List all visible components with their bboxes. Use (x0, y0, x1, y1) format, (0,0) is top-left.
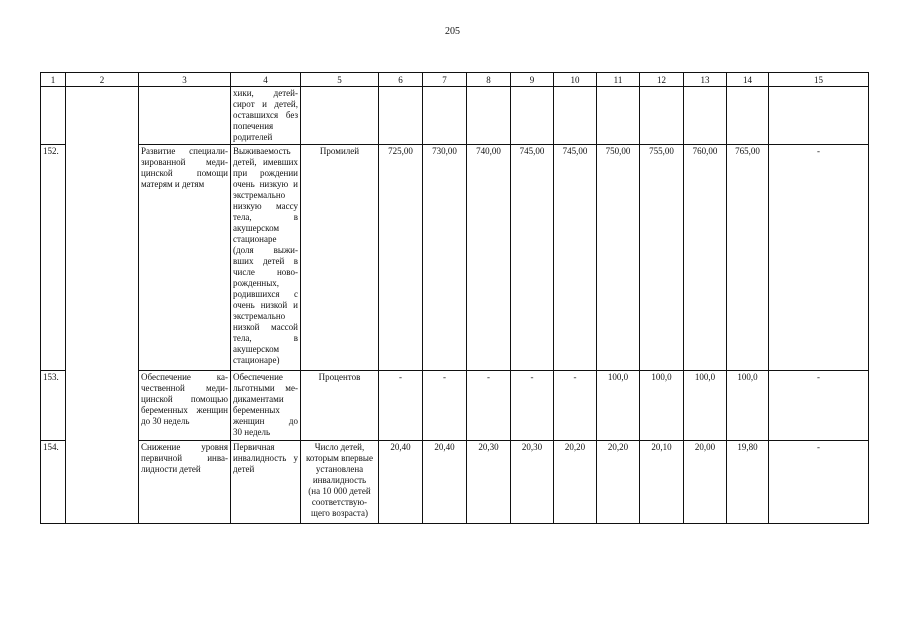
value-cell: 100,0 (597, 371, 640, 441)
text-line: женщин до (233, 416, 298, 426)
text-line: очень низкую и (233, 179, 298, 189)
text-line: детей, имевших (233, 157, 298, 167)
empty-cell (640, 87, 684, 145)
column-header: 11 (597, 73, 640, 87)
text-line: экстремально (233, 190, 286, 200)
text-line: (на 10 000 детей (308, 486, 371, 496)
page-number: 205 (445, 26, 460, 37)
column-header: 8 (467, 73, 511, 87)
value-cell: 20,40 (423, 441, 467, 524)
empty-cell (423, 87, 467, 145)
text-line: оставшихся без (233, 110, 298, 120)
text-line: щего возраста) (311, 508, 368, 518)
value-cell: - (511, 371, 554, 441)
text-line: цинской помощью (141, 394, 228, 404)
text-line: низкой массой (233, 322, 298, 332)
column-header: 3 (139, 73, 231, 87)
text-line: тела, в (233, 333, 298, 343)
text-line: хики, детей- (233, 88, 298, 98)
value-cell: - (379, 371, 423, 441)
empty-cell (554, 87, 597, 145)
value-cell: 740,00 (467, 145, 511, 371)
text-line: попечения (233, 121, 274, 131)
column-header: 14 (727, 73, 769, 87)
unit-cell (301, 371, 379, 441)
text-line: тела, в (233, 212, 298, 222)
text-line: числе ново- (233, 267, 298, 277)
text-line: зированной меди- (141, 157, 228, 167)
unit-cell (301, 441, 379, 524)
value-cell: 19,80 (727, 441, 769, 524)
header-row (41, 73, 869, 87)
indicator-cell (231, 145, 301, 371)
indicator-cell (231, 87, 301, 145)
table-row (41, 441, 869, 524)
empty-cell (511, 87, 554, 145)
column-header: 1 (41, 73, 66, 87)
text-line: матерям и детям (141, 179, 205, 189)
value-cell: - (423, 371, 467, 441)
value-cell: - (467, 371, 511, 441)
column-header: 7 (423, 73, 467, 87)
value-cell: 750,00 (597, 145, 640, 371)
column-header: 5 (301, 73, 379, 87)
value-cell: 20,30 (511, 441, 554, 524)
column-header: 2 (66, 73, 139, 87)
text-line: стационаре) (233, 355, 280, 365)
text-line: беременных (233, 405, 280, 415)
merged-column-2-cell (66, 87, 139, 524)
text-line: льготными ме- (233, 383, 298, 393)
text-line: соответствую- (311, 497, 368, 507)
value-cell: 765,00 (727, 145, 769, 371)
column-header: 10 (554, 73, 597, 87)
text-line: вших детей в (233, 256, 298, 266)
indicator-cell (231, 371, 301, 441)
text-line: Развитие специали- (141, 146, 228, 156)
text-line: очень низкой и (233, 300, 298, 310)
empty-cell (597, 87, 640, 145)
value-cell: 20,00 (684, 441, 727, 524)
empty-cell (139, 87, 231, 145)
goal-cell (139, 441, 231, 524)
column-header: 12 (640, 73, 684, 87)
column-header: 6 (379, 73, 423, 87)
text-line: цинской помощи (141, 168, 228, 178)
empty-cell (467, 87, 511, 145)
column-header: 13 (684, 73, 727, 87)
text-line: при рождении (233, 168, 298, 178)
text-line: стационаре (233, 234, 277, 244)
text-line: (доля выжи- (233, 245, 298, 255)
value-cell: 100,0 (727, 371, 769, 441)
value-cell: 745,00 (554, 145, 597, 371)
text-line: Процентов (318, 372, 361, 382)
column-header: 9 (511, 73, 554, 87)
value-cell: 20,20 (554, 441, 597, 524)
row-number: 152. (41, 145, 66, 371)
note-cell: - (769, 145, 869, 371)
table-row-continuation (41, 87, 869, 145)
text-line: Снижение уровня (141, 442, 228, 452)
empty-cell (379, 87, 423, 145)
text-line: сирот и детей, (233, 99, 298, 109)
text-line: которым впервые (306, 453, 373, 463)
column-header: 15 (769, 73, 869, 87)
value-cell: 20,20 (597, 441, 640, 524)
text-line: Обеспечение ка- (141, 372, 228, 382)
table-row (41, 371, 869, 441)
text-line: 30 недель (233, 427, 271, 437)
text-line: до 30 недель (141, 416, 190, 426)
text-line: Промилей (319, 146, 360, 156)
empty-cell (769, 87, 869, 145)
text-line: экстремально (233, 311, 286, 321)
value-cell: 20,40 (379, 441, 423, 524)
value-cell: 100,0 (640, 371, 684, 441)
value-cell: 745,00 (511, 145, 554, 371)
text-line: первичной инва- (141, 453, 228, 463)
text-line: акушерском (233, 223, 280, 233)
empty-cell (684, 87, 727, 145)
text-line: родителей (233, 132, 273, 142)
text-line: рожденных, (233, 278, 279, 288)
value-cell: 725,00 (379, 145, 423, 371)
text-line: акушерском (233, 344, 280, 354)
text-line: инвалидность (312, 475, 367, 485)
row-number: 154. (41, 441, 66, 524)
text-line: Первичная (233, 442, 275, 452)
empty-cell (727, 87, 769, 145)
empty-cell (41, 87, 66, 145)
note-cell: - (769, 441, 869, 524)
text-line: родившихся с (233, 289, 298, 299)
empty-cell (301, 87, 379, 145)
text-line: лидности детей (141, 464, 201, 474)
column-header: 4 (231, 73, 301, 87)
note-cell: - (769, 371, 869, 441)
indicators-table (40, 72, 869, 524)
value-cell: 100,0 (684, 371, 727, 441)
goal-cell (139, 145, 231, 371)
text-line: Выживаемость (233, 146, 291, 156)
text-line: Обеспечение (233, 372, 283, 382)
table-row (41, 145, 869, 371)
goal-cell (139, 371, 231, 441)
text-line: установлена (315, 464, 364, 474)
indicator-cell (231, 441, 301, 524)
text-line: дикаментами (233, 394, 284, 404)
text-line: Число детей, (314, 442, 365, 452)
text-line: детей (233, 464, 255, 474)
value-cell: - (554, 371, 597, 441)
value-cell: 730,00 (423, 145, 467, 371)
row-number: 153. (41, 371, 66, 441)
value-cell: 20,10 (640, 441, 684, 524)
text-line: низкую массу (233, 201, 298, 211)
text-line: чественной меди- (141, 383, 228, 393)
unit-cell (301, 145, 379, 371)
value-cell: 20,30 (467, 441, 511, 524)
value-cell: 760,00 (684, 145, 727, 371)
value-cell: 755,00 (640, 145, 684, 371)
text-line: инвалидность у (233, 453, 298, 463)
text-line: беременных женщин (141, 405, 228, 415)
